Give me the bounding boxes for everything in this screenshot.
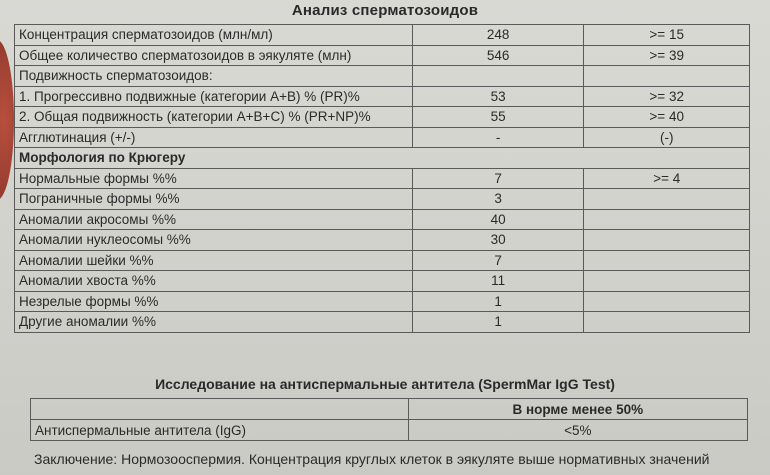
table-row bbox=[15, 86, 750, 107]
antibody-value: <5% bbox=[408, 420, 747, 441]
morphology-header: Морфология по Крюгеру bbox=[15, 148, 750, 169]
row-value: 248 bbox=[412, 25, 584, 46]
row-label: Аномалии хвоста %% bbox=[15, 271, 413, 292]
antibody-label: Антиспермальные антитела (IgG) bbox=[31, 420, 409, 441]
antibody-header-empty bbox=[31, 399, 409, 420]
antibody-header-row bbox=[31, 399, 748, 420]
table-row bbox=[15, 250, 750, 271]
sperm-analysis-table bbox=[14, 24, 750, 333]
row-label: Аномалии нуклеосомы %% bbox=[15, 230, 413, 251]
row-label: Подвижность сперматозоидов: bbox=[15, 66, 413, 87]
row-value: 55 bbox=[412, 107, 584, 128]
table-row bbox=[15, 209, 750, 230]
row-norm bbox=[584, 312, 750, 333]
row-value: 7 bbox=[412, 250, 584, 271]
table-row bbox=[15, 127, 750, 148]
row-value: 30 bbox=[412, 230, 584, 251]
document-title: Анализ сперматозоидов bbox=[291, 2, 479, 19]
row-label: Общее количество сперматозоидов в эякуляте (млн) bbox=[15, 45, 413, 66]
row-label: 1. Прогрессивно подвижные (категории А+В) % (PR)% bbox=[15, 86, 413, 107]
row-norm bbox=[584, 66, 750, 87]
row-label: Концентрация сперматозоидов (млн/мл) bbox=[15, 25, 413, 46]
row-norm: >= 15 bbox=[584, 25, 750, 46]
row-value: 7 bbox=[412, 168, 584, 189]
row-norm bbox=[584, 230, 750, 251]
table-row bbox=[15, 107, 750, 128]
row-label: Аномалии акросомы %% bbox=[15, 209, 413, 230]
row-norm: (-) bbox=[584, 127, 750, 148]
row-value: 1 bbox=[412, 291, 584, 312]
row-label: Незрелые формы %% bbox=[15, 291, 413, 312]
red-object-edge bbox=[0, 40, 14, 200]
row-value: 40 bbox=[412, 209, 584, 230]
row-value: 3 bbox=[412, 189, 584, 210]
row-norm bbox=[584, 250, 750, 271]
row-norm: >= 40 bbox=[584, 107, 750, 128]
table-row bbox=[15, 25, 750, 46]
table-row bbox=[15, 312, 750, 333]
row-norm: >= 32 bbox=[584, 86, 750, 107]
row-norm: >= 39 bbox=[584, 45, 750, 66]
row-value bbox=[412, 66, 584, 87]
row-value: 546 bbox=[412, 45, 584, 66]
row-value: - bbox=[412, 127, 584, 148]
antibody-table bbox=[30, 398, 748, 441]
table-row bbox=[31, 420, 748, 441]
row-label: Агглютинация (+/-) bbox=[15, 127, 413, 148]
table-row bbox=[15, 168, 750, 189]
table-row bbox=[15, 45, 750, 66]
table-row bbox=[15, 66, 750, 87]
row-value: 1 bbox=[412, 312, 584, 333]
antibody-norm-header: В норме менее 50% bbox=[408, 399, 747, 420]
row-label: 2. Общая подвижность (категории А+В+С) % (PR+NP)% bbox=[15, 107, 413, 128]
table-row bbox=[15, 291, 750, 312]
row-norm bbox=[584, 271, 750, 292]
morphology-header-row bbox=[15, 148, 750, 169]
table-row bbox=[15, 271, 750, 292]
row-value: 11 bbox=[412, 271, 584, 292]
row-value: 53 bbox=[412, 86, 584, 107]
table-row bbox=[15, 189, 750, 210]
row-label: Другие аномалии %% bbox=[15, 312, 413, 333]
antibody-section-title: Исследование на антиспермальные антитела (SpermMar IgG Test) bbox=[155, 376, 615, 392]
row-norm bbox=[584, 189, 750, 210]
row-norm: >= 4 bbox=[584, 168, 750, 189]
table-row bbox=[15, 230, 750, 251]
row-label: Пограничные формы %% bbox=[15, 189, 413, 210]
conclusion-text: Заключение: Нормозооспермия. Концентрация круглых клеток в эякуляте выше нормативных значений bbox=[34, 451, 710, 467]
row-label: Аномалии шейки %% bbox=[15, 250, 413, 271]
row-norm bbox=[584, 291, 750, 312]
row-label: Нормальные формы %% bbox=[15, 168, 413, 189]
row-norm bbox=[584, 209, 750, 230]
